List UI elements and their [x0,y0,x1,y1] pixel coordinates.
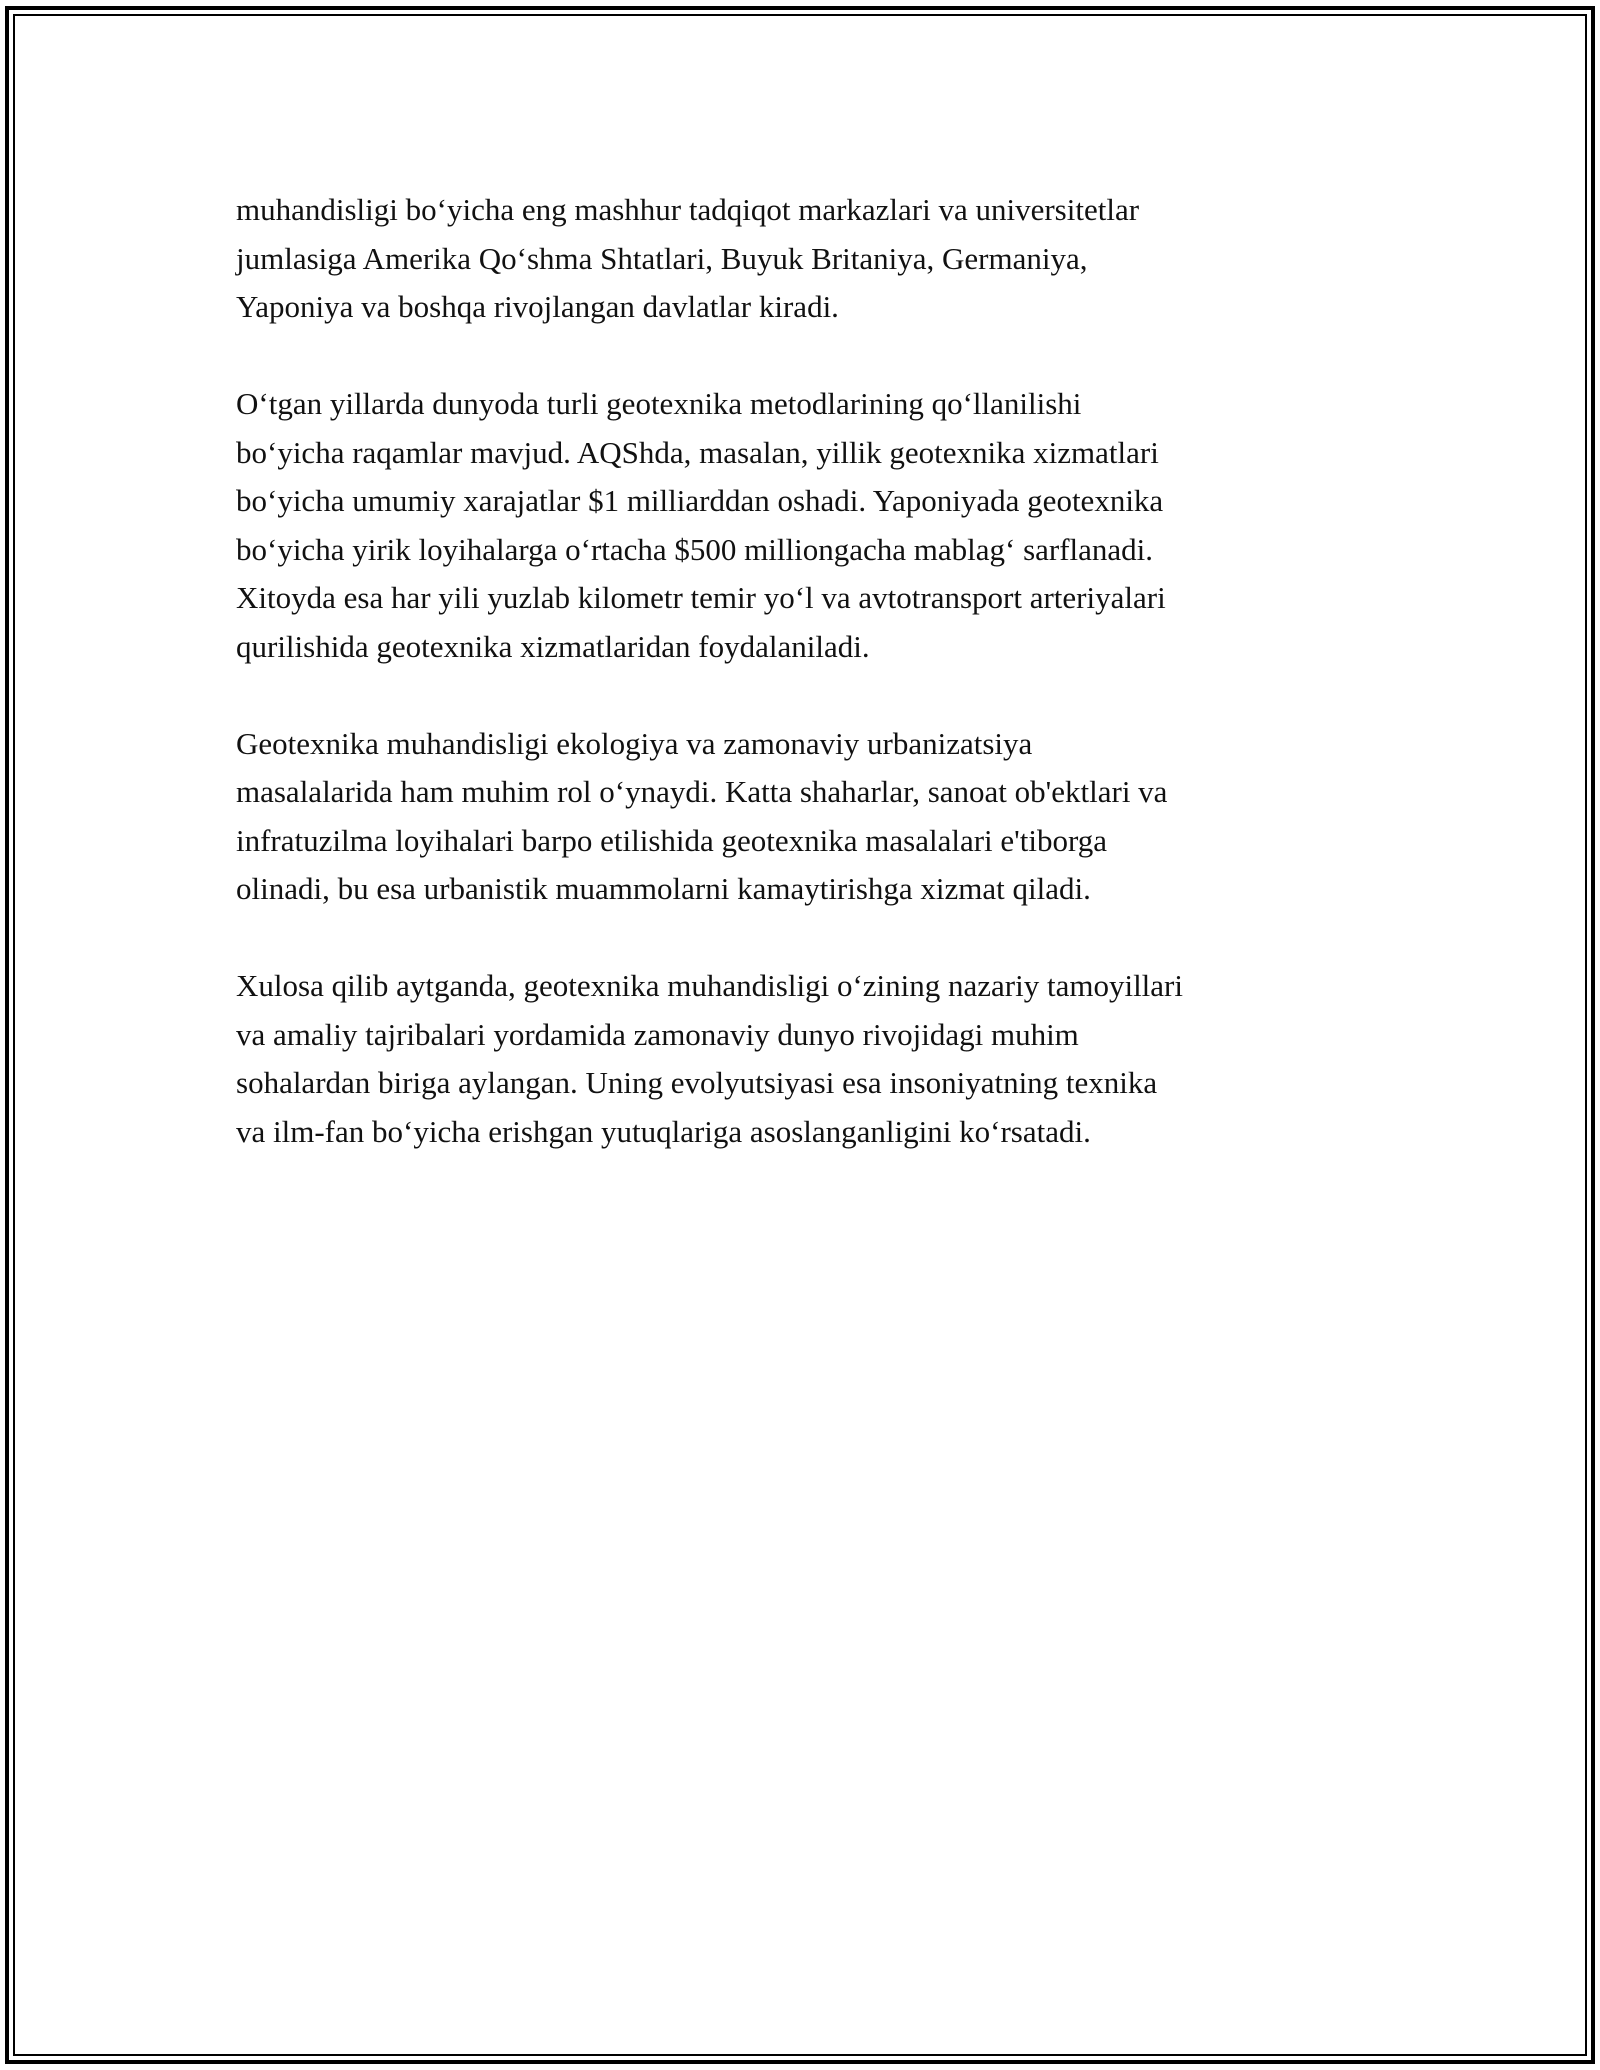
text-line: masalalarida ham muhim rol o‘ynaydi. Katta shaharlar, sanoat ob'ektlari va [236,774,1168,809]
text-line: va amaliy tajribalari yordamida zamonaviy dunyo rivojidagi muhim [236,1016,1079,1052]
text-line: infratuzilma loyihalari barpo etilishida geotexnika masalalari e'tiborga [236,822,1107,858]
text-line: Xitoyda esa har yili yuzlab kilometr temir yo‘l va avtotransport arteriyalari [236,580,1166,615]
text-line: sohalardan biriga aylangan. Uning evolyutsiyasi esa insoniyatning texnika [236,1065,1158,1100]
text-line: bo‘yicha raqamlar mavjud. AQShda, masalan, yillik geotexnika xizmatlari [236,434,1159,470]
paragraph-1 [236,186,1366,332]
text-line: qurilishida geotexnika xizmatlaridan foydalaniladi. [236,628,870,664]
text-line: olinadi, bu esa urbanistik muammolarni kamaytirishga xizmat qiladi. [236,871,1091,906]
text-line: jumlasiga Amerika Qo‘shma Shtatlari, Buyuk Britaniya, Germaniya, [236,240,1088,276]
text-line: Geotexnika muhandisligi ekologiya va zamonaviy urbanizatsiya [236,725,1033,761]
text-line: bo‘yicha umumiy xarajatlar $1 milliarddan oshadi. Yaponiyada geotexnika [236,483,1164,518]
text-line: Yaponiya va boshqa rivojlangan davlatlar kiradi. [236,289,839,324]
paragraph-4 [236,962,1366,1156]
text-line: O‘tgan yillarda dunyoda turli geotexnika metodlarining qo‘llanilishi [236,386,1082,421]
text-line: va ilm-fan bo‘yicha erishgan yutuqlariga asoslanganligini ko‘rsatadi. [236,1113,1091,1149]
paragraph-3 [236,720,1366,914]
paragraph-2 [236,380,1366,671]
text-line: bo‘yicha yirik loyihalarga o‘rtacha $500 milliongacha mablag‘ sarflanadi. [236,531,1154,567]
text-line: muhandisligi bo‘yicha eng mashhur tadqiqot markazlari va universitetlar [236,192,1140,227]
text-line: Xulosa qilib aytganda, geotexnika muhandisligi o‘zining nazariy tamoyillari [236,968,1183,1003]
document-body [236,186,1366,1205]
